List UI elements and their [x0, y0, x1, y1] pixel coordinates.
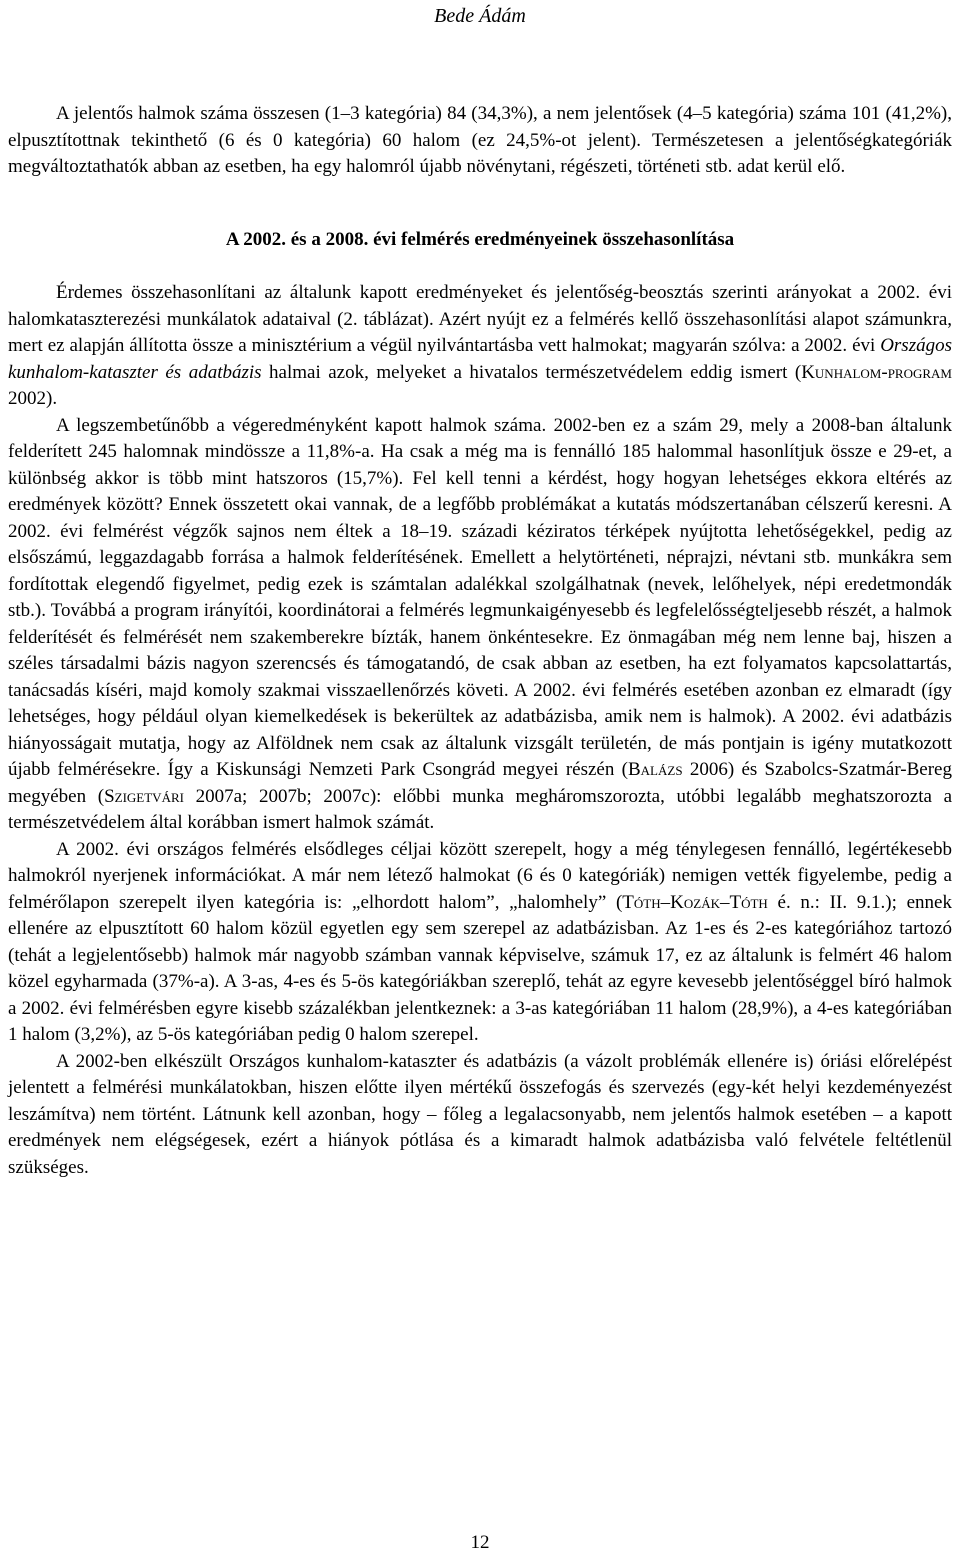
page-number: 12 [470, 1532, 490, 1553]
citation-initial: K [670, 891, 684, 913]
body-text [8, 101, 952, 1181]
text-run: halmai azok, melyeket a hivatalos természetvédelem eddig ismert ( [261, 361, 802, 383]
citation-initial: S [104, 785, 115, 807]
citation-smallcaps: óth [741, 891, 768, 913]
italic-title-run: Országos kunhalom-kataszter és adatbázis [8, 335, 952, 383]
intro-paragraph: A jelentős halmok száma összesen (1–3 kategória) 84 (34,3%), a nem jelentősek (4–5 kategória) száma 101 (41,2%), elpusztítottnak tekinthető (6 és 0 kategória) 60 halom (ez 24,5%-ot jelent). Természetesen a jelentőségkategóriák megváltoztathatók abban az esetben, ha egy halomról újabb növénytani, régészeti, történeti stb. adat kerül elő. [8, 103, 952, 177]
text-run: 2002). [8, 388, 58, 409]
citation-smallcaps: alázs [640, 759, 683, 780]
citation-initial: B [627, 759, 641, 780]
text-run: A legszembetűnőbb a végeredményként kapott halmok száma. 2002-ben ez a szám 29, mely a 2008-ban általunk felderített 245 halomnak mindössze a 11,8%-a. Ha csak a még ma is fennálló 185 halommal hasonlítjuk össze e 29-et, a különbség akkor is több mint hatszoros (15,7%). Fel kell tenni a kérdést, hogy hogyan lehetséges ekkora eltérés az eredmények között? Ennek összetett okai vannak, de a legfőbb problémákat a kutatás módszertanában célszerű keresni. A 2002. évi felmérést végzők sajnos nem éltek a 18–19. századi kéziratos térképek nyújtotta lehetőségekkel, pedig az elsőszámú, leggazdagabb forrása a halmok felderítésének. Emellett a helytörténeti, néprajzi, névtani stb. munkákra sem fordítottak elegendő figyelmet, pedig ezek is számtalan adalékkal szolgálhatnak (nevek, lelőhelyek, népi eredetmondák stb.). Továbbá a program irányítói, koordinátorai a felmérés legmunkaigényesebb és legfelelősségteljesebb részét, a halmok felderítését és felmérését nem szakemberekre bízták, hanem önkéntesekre. Ez önmagában még nem lenne baj, hiszen a széles társadalmi bázis nagyon szerencsés és támogatandó, de csak abban az esetben, ha ezt folyamatos kapcsolattartás, tanácsadás kíséri, majd komoly szakmai visszaellenőrzés követi. A 2002. évi felmérés esetében azonban ez elmaradt (így lehetséges, hogy például olyan kiemelkedések is bekerültek az adatbázisba, amik nem is halmok). A 2002. évi adatbázis hiányosságait mutatja, hogy az Alföldnek nem csak az általunk vizsgált területén, de más pontjain is igény mutatkozott újabb felmérésekre. Így a Kiskunsági Nemzeti Park Csongrád megyei részén ( [8, 414, 952, 780]
citation-smallcaps: unhalom-program [814, 361, 952, 383]
citation-initial: T [729, 891, 742, 913]
citation-smallcaps: ozák [683, 891, 720, 913]
text-run: é. n.: II. 9.1.); ennek ellenére az elpusztított 60 halom közül egyetlen egy sem szerepel az adatbázisban. Az 1-es és 2-es kategóriához tartozó (tehát a legjelentősebb) halmok már nagyobb számban vannak képviselve, számuk 17, ez az általunk is felmért 46 halom közel egyharmada (37%-a). A 3-as, 4-es és 5-ös kategóriákban szereplő, tehát az egyre kevesebb jelentőséggel bíró halmok a 2002. évi felmérésben egyre kisebb százalékban jelentkeznek: a 3-as kategóriában 11 halom (28,9%), a 4-es kategóriában 1 halom (3,2%), az 5-ös kategóriában pedig 0 halom szerepel. [8, 891, 952, 1045]
citation-smallcaps: óth [633, 891, 661, 913]
text-run: A 2002. évi országos felmérés elsődleges céljai között szerepelt, hogy a még ténylegesen fennálló, legértékesebb halmokról nyerjenek információkat. A már nem létező halmokat (6 és 0 kategóriák) nemigen vették figyelembe, pedig a felmérőlapon szerepelt ilyen kategória is: „elhordott halom”, „halomhely” ( [8, 838, 952, 913]
citation-dash: – [719, 891, 730, 913]
paragraph-4 [8, 837, 952, 1049]
text-run: 2006) és Szabolcs-Szatmár-Bereg megyében ( [8, 759, 952, 807]
citation-initial: K [801, 361, 815, 383]
text-run: 2007a; 2007b; 2007c): előbbi munka megháromszorozta, utóbbi legalább meghatszorozta a természetvédelem által korábban ismert halmok számát. [8, 785, 953, 833]
running-header-author: Bede Ádám [434, 5, 526, 27]
citation-dash: – [660, 891, 671, 913]
paragraph-5: A 2002-ben elkészült Országos kunhalom-kataszter és adatbázis (a vázolt problémák ellenére is) óriási előrelépést jelentett a felmérési munkálatokban, hiszen előtte ilyen mértékű összefogás és szervezés (egy-két helyi kezdeményezést leszámítva) nem történt. Látnunk kell azonban, hogy – főleg a legalacsonyabb, nem jelentős halmok esetében – a kapott eredmények nem elégségesek, ezért a hiányok pótlása és a kimaradt halmok adatbázisba való felvétele feltétlenül szükséges. [8, 1050, 952, 1178]
section-title: A 2002. és a 2008. évi felmérés eredményeinek összehasonlítása [225, 228, 735, 250]
text-run: Érdemes összehasonlítani az általunk kapott eredményeket és jelentőség-beosztás szerinti arányokat a 2002. évi halomkataszterezési munkálatok adataival (2. táblázat). Azért nyújt ez a felmérés kellő összehasonlítási alapot számunkra, mert ez alapján állította össze a minisztérium a végül nyilvántartásba vett halmokat; magyarán szólva: a 2002. évi [8, 282, 952, 356]
section-paragraph-1 [8, 280, 952, 413]
citation-initial: T [622, 891, 634, 913]
citation-smallcaps: zigetvári [114, 785, 184, 807]
paragraph-3 [8, 413, 952, 837]
